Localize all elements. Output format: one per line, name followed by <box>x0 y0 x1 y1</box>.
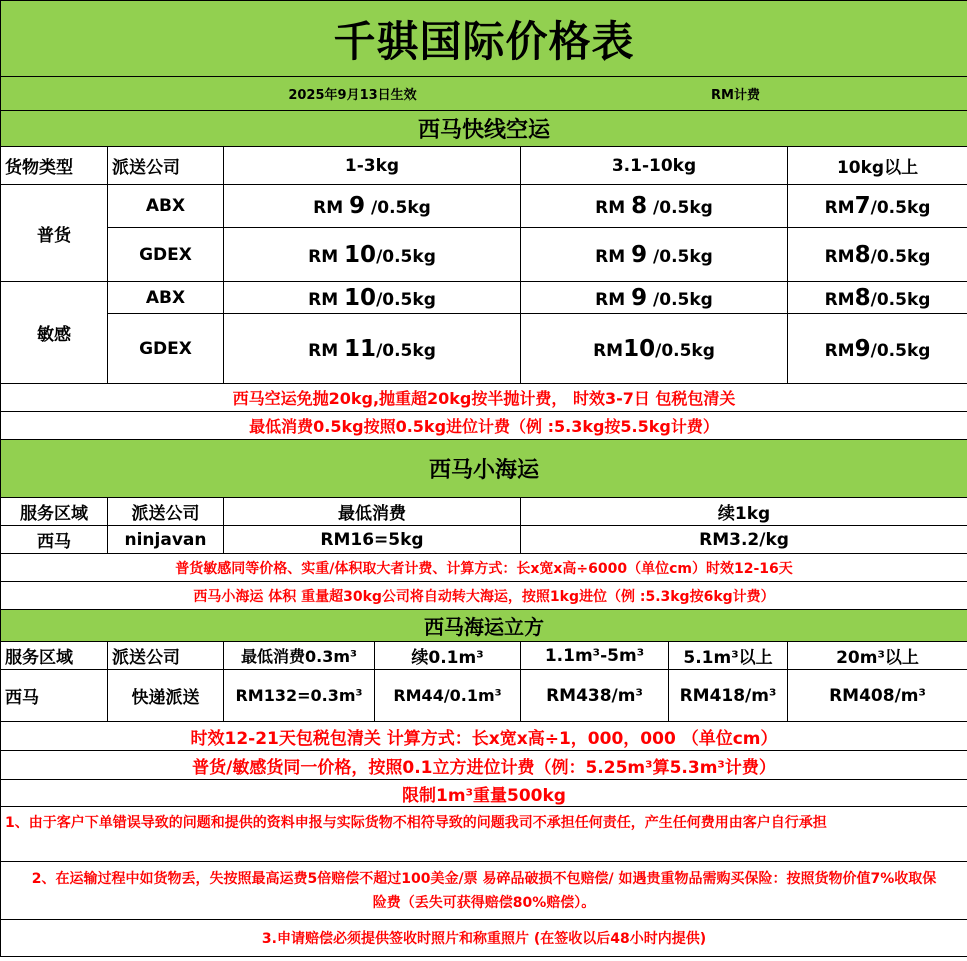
header-1-3kg: 1-3kg <box>224 147 521 185</box>
price-cell: RM 11/0.5kg <box>224 314 521 384</box>
price-cell: RM9/0.5kg <box>788 314 967 384</box>
price-cell: RM 8 /0.5kg <box>521 185 788 228</box>
company-abx: ABX <box>108 282 224 314</box>
header-5m3-plus: 5.1m³以上 <box>669 642 788 670</box>
delivery-method: 快递派送 <box>108 670 224 722</box>
air-note: 最低消费0.5kg按照0.5kg进位计费（例 :5.3kg按5.5kg计费） <box>1 412 967 440</box>
air-note: 西马空运免抛20kg,抛重超20kg按半抛计费， 时效3-7日 包税包清关 <box>1 384 967 412</box>
company-gdex: GDEX <box>108 314 224 384</box>
effective-date: 2025年9月13日生效 <box>288 88 417 103</box>
sea-cubic-note: 普货/敏感货同一价格，按照0.1立方进位计费（例：5.25m³算5.3m³计费） <box>1 751 967 780</box>
price-cell: RM 9 /0.5kg <box>521 228 788 282</box>
company-ninjavan: ninjavan <box>108 526 224 554</box>
header-min-charge: 最低消费0.3m³ <box>224 642 375 670</box>
header-company: 派送公司 <box>108 642 224 670</box>
small-sea-note: 普货敏感同等价格、实重/体积取大者计费、计算方式：长x宽x高÷6000（单位cm）时效12-16天 <box>1 554 967 582</box>
price-cell: RM7/0.5kg <box>788 185 967 228</box>
header-company: 派送公司 <box>108 147 224 185</box>
terms-item: 1、由于客户下单错误导致的问题和提供的资料申报与实际货物不相符导致的问题我司不承担任何责任，产生任何费用由客户自行承担 <box>1 807 967 862</box>
air-section-title: 西马快线空运 <box>1 111 967 147</box>
service-area: 西马 <box>1 526 108 554</box>
min-charge-value: RM16=5kg <box>224 526 521 554</box>
meta-row <box>1 77 967 111</box>
service-area: 西马 <box>1 670 108 722</box>
header-10kg-plus: 10kg以上 <box>788 147 967 185</box>
price-cell: RM8/0.5kg <box>788 228 967 282</box>
1-5m3-value: RM438/m³ <box>521 670 669 722</box>
header-1-5m3: 1.1m³-5m³ <box>521 642 669 670</box>
sea-cubic-section-title: 西马海运立方 <box>1 610 967 642</box>
header-company: 派送公司 <box>108 498 224 526</box>
header-service-area: 服务区域 <box>1 642 108 670</box>
company-gdex: GDEX <box>108 228 224 282</box>
20m3-plus-value: RM408/m³ <box>788 670 967 722</box>
header-min-charge: 最低消费 <box>224 498 521 526</box>
price-cell: RM 10/0.5kg <box>224 282 521 314</box>
price-cell: RM 10/0.5kg <box>224 228 521 282</box>
company-abx: ABX <box>108 185 224 228</box>
small-sea-note: 西马小海运 体积 重量超30kg公司将自动转大海运，按照1kg进位（例 :5.3kg按6kg计费） <box>1 582 967 610</box>
price-cell: RM10/0.5kg <box>521 314 788 384</box>
sea-cubic-note: 限制1m³重量500kg <box>1 780 967 807</box>
cargo-type-general: 普货 <box>1 185 108 282</box>
price-cell: RM8/0.5kg <box>788 282 967 314</box>
header-service-area: 服务区域 <box>1 498 108 526</box>
price-cell: RM 9 /0.5kg <box>224 185 521 228</box>
header-per-kg: 续1kg <box>521 498 967 526</box>
min-charge-value: RM132=0.3m³ <box>224 670 375 722</box>
header-3-10kg: 3.1-10kg <box>521 147 788 185</box>
cargo-type-sensitive: 敏感 <box>1 282 108 384</box>
currency-note: RM计费 <box>711 88 760 103</box>
header-20m3-plus: 20m³以上 <box>788 642 967 670</box>
per-kg-value: RM3.2/kg <box>521 526 967 554</box>
sea-cubic-note: 时效12-21天包税包清关 计算方式：长x宽x高÷1，000，000 （单位cm） <box>1 722 967 751</box>
page-title: 千骐国际价格表 <box>1 1 967 77</box>
5m3-plus-value: RM418/m³ <box>669 670 788 722</box>
price-cell: RM 9 /0.5kg <box>521 282 788 314</box>
terms-item: 3.申请赔偿必须提供签收时照片和称重照片 (在签收以后48小时内提供) <box>1 920 967 957</box>
header-cargo-type: 货物类型 <box>1 147 108 185</box>
per-0-1m3-value: RM44/0.1m³ <box>375 670 521 722</box>
terms-item: 2、在运输过程中如货物丢，失按照最高运费5倍赔偿不超过100美金/票 易碎品破损不包赔偿/ 如遇贵重物品需购买保险：按照货物价值7%收取保险费（丢失可获得赔偿80%赔偿）。 <box>1 862 967 920</box>
small-sea-section-title: 西马小海运 <box>1 440 967 498</box>
header-per-0-1m3: 续0.1m³ <box>375 642 521 670</box>
